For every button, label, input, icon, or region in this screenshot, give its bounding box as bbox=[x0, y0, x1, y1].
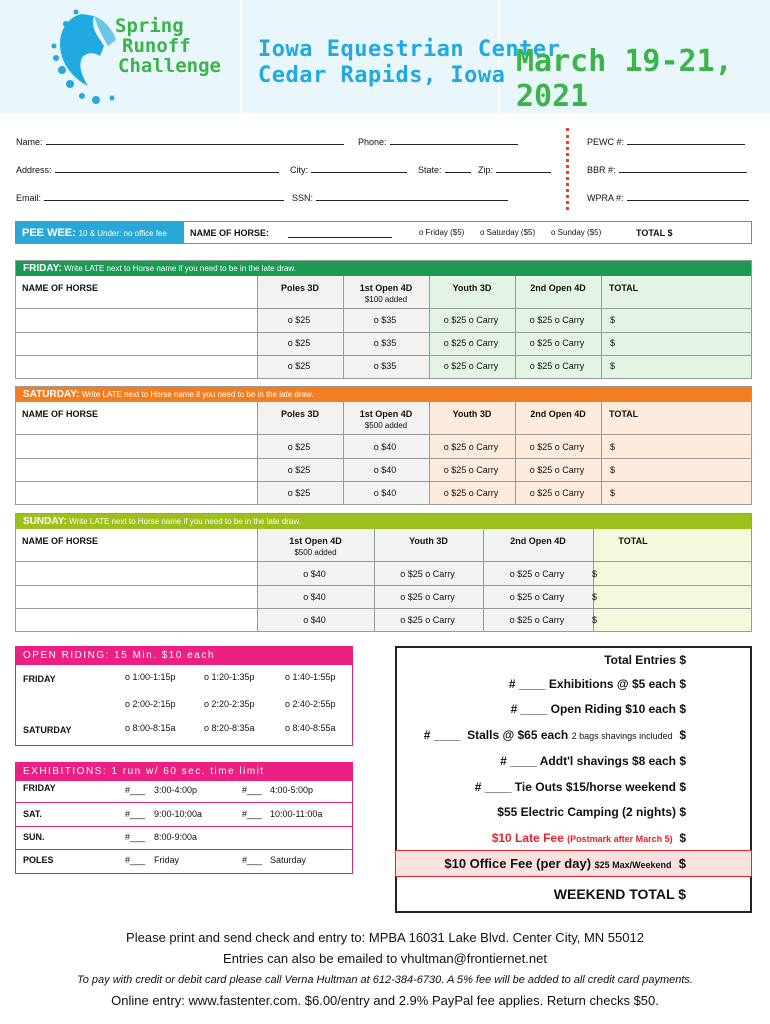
exhibition-count[interactable]: #___ bbox=[242, 855, 263, 865]
saturday-col-open1: 1st Open 4D bbox=[359, 409, 413, 419]
saturday-col-poles: Poles 3D bbox=[280, 409, 320, 419]
peewee-friday-option[interactable]: o Friday ($5) bbox=[419, 228, 465, 237]
sunday-total-cell: $ bbox=[592, 569, 598, 579]
event-dates: March 19-21, 2021 bbox=[516, 44, 733, 114]
sunday-col-youth: Youth 3D bbox=[409, 536, 448, 546]
saturday-col-total: TOTAL bbox=[609, 409, 639, 419]
shavings-row: # ____ Addt'l shavings $8 each $ bbox=[500, 754, 686, 768]
friday-col-open1: 1st Open 4D bbox=[359, 283, 413, 293]
friday-open1-option[interactable]: o $35 bbox=[373, 338, 397, 348]
pewc-field[interactable] bbox=[587, 136, 745, 147]
saturday-col-open2: 2nd Open 4D bbox=[530, 409, 586, 419]
exhibition-count[interactable]: #___ bbox=[125, 855, 146, 865]
friday-col-poles: Poles 3D bbox=[280, 283, 320, 293]
saturday-youth-option[interactable]: o $25 o Carry bbox=[443, 465, 499, 475]
sunday-open1-added: $500 added bbox=[294, 548, 337, 557]
logo-text-spring: Spring bbox=[115, 15, 184, 37]
header-banner bbox=[0, 0, 770, 113]
peewee-label: PEE WEE: 10 & Under: no office fee bbox=[16, 222, 184, 243]
sunday-total-cell: $ bbox=[592, 592, 598, 602]
friday-col-total: TOTAL bbox=[609, 283, 639, 293]
saturday-open1-added: $500 added bbox=[364, 421, 408, 430]
logo-text-runoff: Runoff bbox=[122, 35, 191, 57]
sunday-open1-option[interactable]: o $40 bbox=[303, 615, 326, 625]
open-riding-friday-label: FRIDAY bbox=[23, 674, 56, 684]
exhibitions-sun-label: SUN. bbox=[23, 832, 45, 842]
exhibition-slot: 9:00-10:00a bbox=[154, 809, 203, 819]
exhibition-count[interactable]: #___ bbox=[125, 832, 146, 842]
friday-open2-option[interactable]: o $25 o Carry bbox=[529, 338, 585, 348]
pewc-label: PEWC #: bbox=[587, 137, 625, 147]
friday-poles-option[interactable]: o $25 bbox=[287, 361, 311, 371]
open-riding-slot[interactable]: o 1:40-1:55p bbox=[285, 672, 336, 682]
peewee-saturday-option[interactable]: o Saturday ($5) bbox=[480, 228, 536, 237]
saturday-open2-option[interactable]: o $25 o Carry bbox=[529, 465, 585, 475]
saturday-open2-option[interactable]: o $25 o Carry bbox=[529, 442, 585, 452]
sunday-col-horse: NAME OF HORSE bbox=[22, 536, 99, 546]
exhibition-slot: Friday bbox=[154, 855, 180, 865]
open-riding-slot[interactable]: o 8:20-8:35a bbox=[204, 723, 255, 733]
open-riding-slot[interactable]: o 1:00-1:15p bbox=[125, 672, 176, 682]
open-riding-slot[interactable]: o 2:40-2:55p bbox=[285, 699, 336, 709]
wpra-label: WPRA #: bbox=[587, 193, 624, 203]
saturday-poles-option[interactable]: o $25 bbox=[287, 442, 311, 452]
exhibitions-sat-label: SAT. bbox=[23, 809, 42, 819]
venue-name: Iowa Equestrian Center bbox=[258, 37, 561, 62]
bbr-label: BBR #: bbox=[587, 165, 616, 175]
name-label: Name: bbox=[16, 137, 43, 147]
friday-open2-option[interactable]: o $25 o Carry bbox=[529, 361, 585, 371]
friday-col-youth: Youth 3D bbox=[452, 283, 492, 293]
late-fee-row: $10 Late Fee (Postmark after March 5) $ bbox=[491, 831, 686, 845]
friday-band: FRIDAY: Write LATE next to Horse name if you need to be in the late draw. bbox=[16, 261, 751, 276]
email-field[interactable] bbox=[16, 192, 284, 203]
saturday-poles-option[interactable]: o $25 bbox=[287, 465, 311, 475]
sunday-open2-option[interactable]: o $25 o Carry bbox=[509, 569, 565, 579]
open-riding-slot[interactable]: o 1:20-1:35p bbox=[204, 672, 255, 682]
saturday-open1-option[interactable]: o $40 bbox=[373, 442, 397, 452]
sunday-youth-option[interactable]: o $25 o Carry bbox=[400, 569, 455, 579]
saturday-col-horse: NAME OF HORSE bbox=[22, 409, 99, 419]
saturday-total-cell: $ bbox=[610, 488, 616, 498]
sunday-col-total: TOTAL bbox=[618, 536, 648, 546]
city-field[interactable] bbox=[290, 164, 407, 175]
saturday-total-cell: $ bbox=[610, 442, 616, 452]
footer-email-line: Entries can also be emailed to vhultman@frontiernet.net bbox=[223, 951, 547, 966]
friday-total-cell: $ bbox=[610, 338, 616, 348]
tieouts-row: # ____ Tie Outs $15/horse weekend $ bbox=[474, 780, 686, 794]
open-riding-slot[interactable]: o 8:00-8:15a bbox=[125, 723, 176, 733]
weekend-total-row: WEEKEND TOTAL $ bbox=[553, 886, 686, 902]
open-riding-row: # ____ Open Riding $10 each $ bbox=[510, 702, 686, 716]
office-fee-row: $10 Office Fee (per day) $25 Max/Weekend $ bbox=[444, 856, 686, 871]
open-riding-slot[interactable]: o 8:40-8:55a bbox=[285, 723, 336, 733]
city-label: City: bbox=[290, 165, 308, 175]
friday-open1-option[interactable]: o $35 bbox=[373, 361, 397, 371]
friday-total-cell: $ bbox=[610, 315, 616, 325]
sunday-open1-option[interactable]: o $40 bbox=[303, 569, 326, 579]
peewee-row bbox=[15, 221, 752, 244]
stalls-row: # ____ Stalls @ $65 each 2 bags shavings included $ bbox=[423, 728, 686, 742]
state-label: State: bbox=[418, 165, 442, 175]
peewee-sunday-option[interactable]: o Sunday ($5) bbox=[551, 228, 602, 237]
email-label: Email: bbox=[16, 193, 42, 203]
peewee-total: TOTAL $ bbox=[636, 228, 673, 238]
exhibition-slot: 8:00-9:00a bbox=[154, 832, 198, 842]
friday-poles-option[interactable]: o $25 bbox=[287, 338, 311, 348]
saturday-band: SATURDAY: Write LATE next to Horse name if you need to be in the late draw. bbox=[16, 387, 751, 402]
sunday-youth-option[interactable]: o $25 o Carry bbox=[400, 592, 455, 602]
exhibitions-poles-label: POLES bbox=[23, 855, 54, 865]
exhibition-slot: 4:00-5:00p bbox=[270, 785, 314, 795]
ssn-label: SSN: bbox=[292, 193, 314, 203]
zip-label: Zip: bbox=[478, 165, 494, 175]
friday-col-horse: NAME OF HORSE bbox=[22, 283, 99, 293]
zip-field[interactable] bbox=[478, 164, 551, 175]
open-riding-slot[interactable]: o 2:20-2:35p bbox=[204, 699, 255, 709]
exhibition-count[interactable]: #___ bbox=[125, 809, 146, 819]
venue-city: Cedar Rapids, Iowa bbox=[258, 63, 506, 88]
footer-credit-line: To pay with credit or debit card please call Verna Hultman at 612-384-6730. A 5% fee will be added to all credit card payments. bbox=[77, 974, 693, 986]
exhibitions-title: EXHIBITIONS: 1 run w/ 60 sec. time limit bbox=[16, 763, 352, 781]
saturday-open1-option[interactable]: o $40 bbox=[373, 488, 397, 498]
open-riding-saturday-label: SATURDAY bbox=[23, 725, 72, 735]
state-field[interactable] bbox=[418, 164, 471, 175]
footer-online-line: Online entry: www.fastenter.com. $6.00/entry and 2.9% PayPal fee applies. Return checks $50. bbox=[111, 993, 659, 1008]
friday-youth-option[interactable]: o $25 o Carry bbox=[443, 361, 499, 371]
sunday-youth-option[interactable]: o $25 o Carry bbox=[400, 615, 455, 625]
exhibitions-friday-label: FRIDAY bbox=[23, 783, 56, 793]
header-divider bbox=[240, 0, 242, 113]
address-label: Address: bbox=[16, 165, 52, 175]
exhibition-slot: 3:00-4:00p bbox=[154, 785, 198, 795]
logo-text-challenge: Challenge bbox=[118, 55, 221, 77]
sunday-open1-option[interactable]: o $40 bbox=[303, 592, 326, 602]
footer-mail-line: Please print and send check and entry to: MPBA 16031 Lake Blvd. Center City, MN 55012 bbox=[126, 930, 644, 945]
saturday-youth-option[interactable]: o $25 o Carry bbox=[443, 488, 499, 498]
sunday-total-cell: $ bbox=[592, 615, 598, 625]
saturday-open2-option[interactable]: o $25 o Carry bbox=[529, 488, 585, 498]
exhibition-count[interactable]: #___ bbox=[125, 785, 146, 795]
friday-open1-added: $100 added bbox=[364, 295, 408, 304]
exhibitions-row: # ____ Exhibitions @ $5 each $ bbox=[508, 677, 686, 691]
friday-poles-option[interactable]: o $25 bbox=[287, 315, 311, 325]
saturday-poles-option[interactable]: o $25 bbox=[287, 488, 311, 498]
exhibition-slot: 10:00-11:00a bbox=[270, 809, 323, 819]
bbr-field[interactable] bbox=[587, 164, 747, 175]
exhibition-count[interactable]: #___ bbox=[242, 809, 263, 819]
peewee-horse-input[interactable] bbox=[288, 237, 392, 238]
dotted-divider bbox=[566, 128, 569, 210]
saturday-youth-option[interactable]: o $25 o Carry bbox=[443, 442, 499, 452]
friday-total-cell: $ bbox=[610, 361, 616, 371]
friday-col-open2: 2nd Open 4D bbox=[530, 283, 586, 293]
ssn-field[interactable] bbox=[292, 192, 508, 203]
sunday-open2-option[interactable]: o $25 o Carry bbox=[509, 615, 565, 625]
saturday-open1-option[interactable]: o $40 bbox=[373, 465, 397, 475]
friday-youth-option[interactable]: o $25 o Carry bbox=[443, 315, 499, 325]
sunday-col-open1: 1st Open 4D bbox=[289, 536, 342, 546]
camping-row: $55 Electric Camping (2 nights) $ bbox=[497, 805, 686, 819]
name-field[interactable] bbox=[16, 136, 344, 147]
total-entries-row: Total Entries $ bbox=[604, 653, 686, 667]
saturday-col-youth: Youth 3D bbox=[452, 409, 492, 419]
open-riding-slot[interactable]: o 2:00-2:15p bbox=[125, 699, 176, 709]
friday-open1-option[interactable]: o $35 bbox=[373, 315, 397, 325]
phone-field[interactable] bbox=[358, 136, 518, 147]
open-riding-title: OPEN RIDING: 15 Min. $10 each bbox=[16, 647, 352, 665]
sunday-col-open2: 2nd Open 4D bbox=[510, 536, 566, 546]
friday-open2-option[interactable]: o $25 o Carry bbox=[529, 315, 585, 325]
peewee-horse-label: NAME OF HORSE: bbox=[190, 228, 270, 238]
wpra-field[interactable] bbox=[587, 192, 749, 203]
exhibition-slot: Saturday bbox=[270, 855, 307, 865]
friday-youth-option[interactable]: o $25 o Carry bbox=[443, 338, 499, 348]
address-field[interactable] bbox=[16, 164, 279, 175]
sunday-band: SUNDAY: Write LATE next to Horse name if you need to be in the late draw. bbox=[16, 514, 751, 529]
totals-box bbox=[395, 646, 752, 913]
phone-label: Phone: bbox=[358, 137, 387, 147]
saturday-total-cell: $ bbox=[610, 465, 616, 475]
exhibition-count[interactable]: #___ bbox=[242, 785, 263, 795]
sunday-open2-option[interactable]: o $25 o Carry bbox=[509, 592, 565, 602]
